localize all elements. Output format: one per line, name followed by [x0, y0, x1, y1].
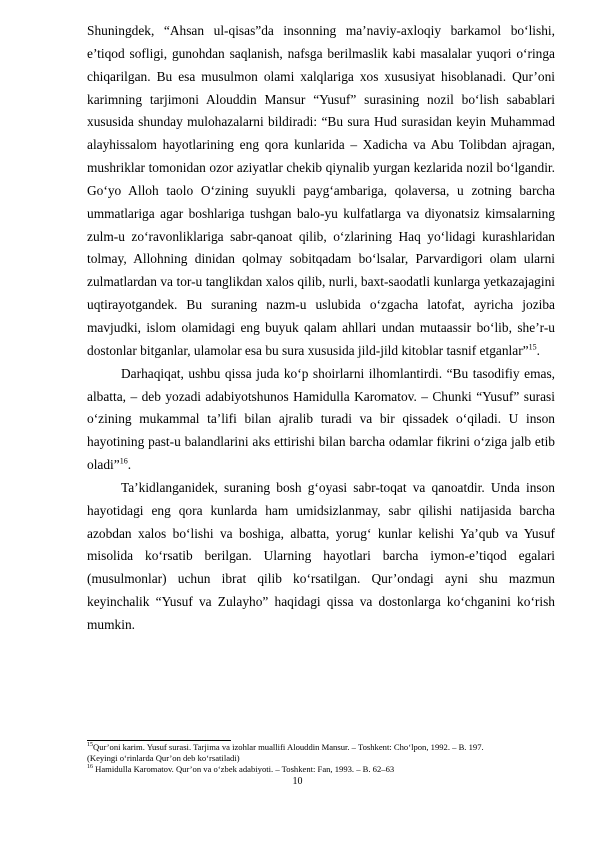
paragraph: Darhaqiqat, ushbu qissa juda ko‘p shoirlarni ilhomlantirdi. “Bu tasodifiy emas, albatta, – deb yozadi adabiyotshunos Hamidulla Karomatov. – Chunki “Yusuf” surasi o‘zining mukammal ta’lifi bilan ajralib turadi va bir qissadek o‘qiladi. U inson hayotining past-u balandlarini aks ettirishi bilan barcha odamlar fikrini o‘ziga jalb etib oladi”$^{16}$.	[87, 365, 555, 473]
paragraph	[87, 477, 555, 637]
body-text	[87, 20, 555, 637]
footnote-reference: 16	[119, 456, 128, 466]
footnote-mark: 15	[87, 742, 93, 749]
footnotes	[87, 742, 555, 775]
footnote	[87, 764, 555, 775]
footnote	[87, 742, 555, 753]
footnote-reference: 15	[528, 342, 537, 352]
footnote-separator	[87, 740, 231, 741]
footnote-text: (Keyingi o‘rinlarda Qur’on deb ko‘rsatiladi)	[87, 753, 240, 763]
page-number: 10	[292, 776, 303, 787]
footnote-continuation	[87, 753, 555, 764]
paragraph-text: Ta’kidlanganidek, suraning bosh g‘oyasi sabr-toqat va qanoatdir. Unda inson hayotidagi eng qora kunlarda ham umidsizlanmay, sabr qilishi natijasida barcha azobdan xalos bo‘lishi va boshiga, albatta, yorug‘ kunlar kelishi Ya’qub va Yusuf misolida ko‘rsatib berilgan. Ularning hayotlari barcha iymon-e’tiqod egalari (musulmonlar) uchun ibrat qilib ko‘rsatilgan. Qur’ondagi ayni shu mazmun keyinchalik “Yusuf va Zulayho” haqidagi qissa va dostonlarga ko‘chganini ko‘rish mumkin.	[87, 479, 555, 632]
footnote-mark: 16	[87, 764, 93, 771]
footnote-text: Hamidulla Karomatov. Qur’on va o‘zbek adabiyoti. – Toshkent: Fan, 1993. – B. 62–63	[95, 764, 395, 774]
footnote-text: Qur’oni karim. Yusuf surasi. Tarjima va izohlar muallifi Alouddin Mansur. – Toshkent: Cho‘lpon, 1992. – B. 197.	[93, 742, 484, 752]
paragraph-text: Shuningdek, “Ahsan ul-qisas”da insonning ma’naviy-axloqiy barkamol bo‘lishi, e’tiqod sofligi, gunohdan saqlanish, nafsga berilmaslik kabi masalalar yuqori o‘ringa chiqarilgan. Bu esa musulmon olami xalqlariga xos xususiyat hisoblanadi. Qur’oni karimning tarjimoni Alouddin Mansur “Yusuf” surasining nozil bo‘lish sabablari xususida shunday mulohazalarni bildiradi: “Bu sura Hud surasidan keyin Muhammad alayhissalom hayotlarining eng qora kunlarida – Xadicha va Abu Tolibdan ajragan, mushriklar tomonidan ozor aziyatlar chekib qiynalib yurgan kezlarida nozil bo‘lgandir. Go‘yo Alloh taolo O‘zining suyukli payg‘ambariga, qolaversa, u zotning barcha ummatlariga agar boshlariga tushgan balo-yu kulfatlarga va diyonatsiz kimsalarning zulm-u zo‘ravonliklariga sabr-qanoat qilib, o‘zlarining Haq yo‘lidagi kurashlaridan tolmay, Allohning dinidan qolmay sobitqadam bo‘lsalar, Parvardigori olam ularni zulmatlardan va tor-u tanglikdan xalos qilib, nurli, baxt-saodatli kunlarga yetkazajagini uqtirayotgandek. Bu suraning nazm-u uslubida o‘zgacha latofat, ayricha joziba mavjudki, islom olamidagi eng buyuk qalam ahllari undan mutaassir bo‘lib, she’r-u dostonlar bitganlar, ulamolar esa bu sura xususida jild-jild kitoblar tasnif etganlar”	[87, 23, 555, 358]
paragraph-text: Darhaqiqat, ushbu qissa juda ko‘p shoirlarni ilhomlantirdi. “Bu tasodifiy emas, albatta, – deb yozadi adabiyotshunos Hamidulla Karomatov. – Chunki “Yusuf” surasi o‘zining mukammal ta’lifi bilan ajralib turadi va bir qissadek o‘qiladi. U inson hayotining past-u balandlarini aks ettirishi bilan barcha odamlar fikrini o‘ziga jalb etib oladi”	[87, 365, 555, 473]
paragraph: Shuningdek, “Ahsan ul-qisas”da insonning ma’naviy-axloqiy barkamol bo‘lishi, e’tiqod sofligi, gunohdan saqlanish, nafsga berilmaslik kabi masalalar yuqori o‘ringa chiqarilgan. Bu esa musulmon olami xalqlariga xos xususiyat hisoblanadi. Qur’oni karimning tarjimoni Alouddin Mansur “Yusuf” surasining nozil bo‘lish sabablari xususida shunday mulohazalarni bildiradi: “Bu sura Hud surasidan keyin Muhammad alayhissalom hayotlarining eng qora kunlarida – Xadicha va Abu Tolibdan ajragan, mushriklar tomonidan ozor aziyatlar chekib qiynalib yurgan kezlarida nozil bo‘lgandir. Go‘yo Alloh taolo O‘zining suyukli payg‘ambariga, qolaversa, u zotning barcha ummatlariga agar boshlariga tushgan balo-yu kulfatlarga va diyonatsiz kimsalarning zulm-u zo‘ravonliklariga sabr-qanoat qilib, o‘zlarining Haq yo‘lidagi kurashlaridan tolmay, Allohning dinidan qolmay sobitqadam bo‘lsalar, Parvardigori olam ularni zulmatlardan va tor-u tanglikdan xalos qilib, nurli, baxt-saodatli kunlarga yetkazajagini uqtirayotgandek. Bu suraning nazm-u uslubida o‘zgacha latofat, ayricha joziba mavjudki, islom olamidagi eng buyuk qalam ahllari undan mutaassir bo‘lib, she’r-u dostonlar bitganlar, ulamolar esa bu sura xususida jild-jild kitoblar tasnif etganlar”$^{15}$.	[87, 23, 555, 358]
